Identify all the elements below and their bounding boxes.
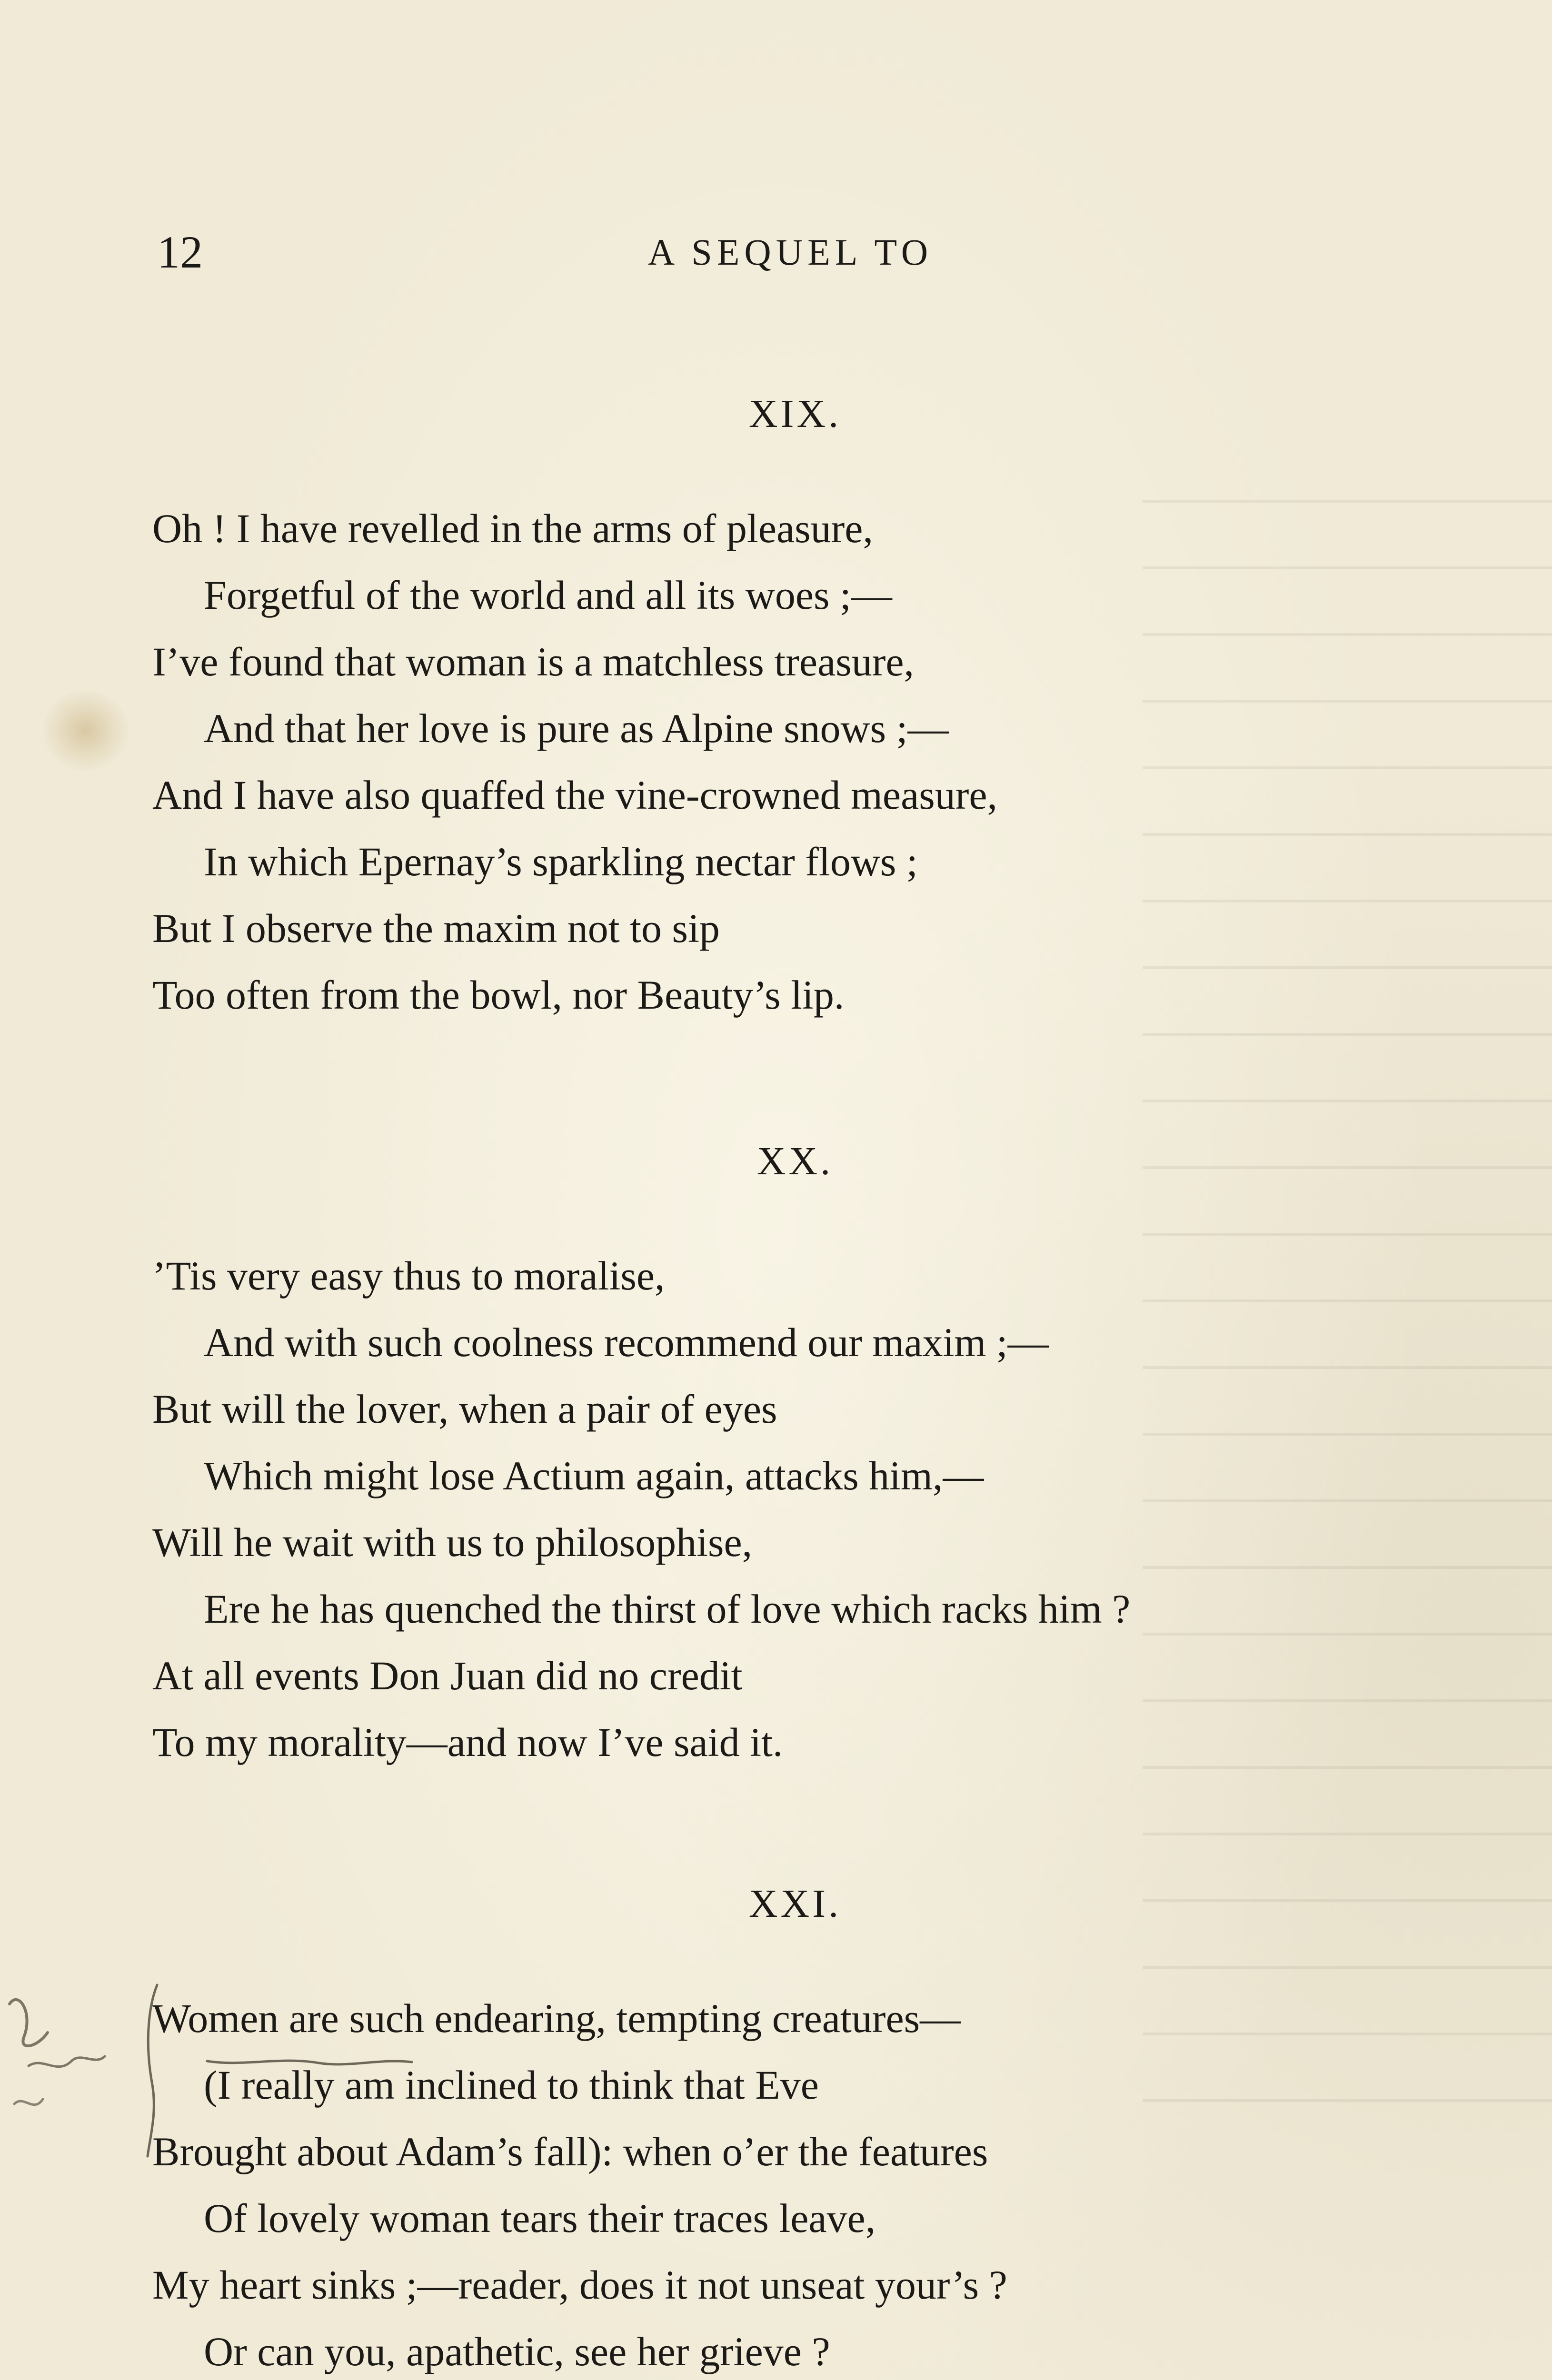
pencil-underline: [205, 2052, 414, 2071]
verse-line: Ere he has quenched the thirst of love which racks him ?: [204, 1586, 1131, 1632]
verse-line: Or can you, apathetic, see her grieve ?: [204, 2329, 830, 2374]
pencil-bracket: [138, 1980, 167, 2161]
verse-line: But I observe the maxim not to sip: [152, 905, 720, 951]
stanza-number: XX.: [756, 1139, 834, 1183]
stanza-xxi: [152, 1875, 1438, 2380]
verse-line: I’ve found that woman is a matchless treasure,: [152, 639, 915, 684]
pencil-marginalia: [0, 1985, 148, 2175]
page-number: 12: [157, 227, 203, 278]
verse-line: But will the lover, when a pair of eyes: [152, 1386, 777, 1432]
verse-line: (I really am inclined to think that Eve: [204, 2062, 819, 2108]
verse-line: To my morality—and now I’ve said it.: [152, 1719, 783, 1765]
verse-line: And that her love is pure as Alpine snows ;—: [204, 705, 949, 751]
verse-line: Of lovely woman tears their traces leave,: [204, 2195, 876, 2241]
stanza-number: XIX.: [748, 392, 842, 436]
verse-line: My heart sinks ;—reader, does it not unseat your’s ?: [152, 2262, 1007, 2308]
verse-line: Too often from the bowl, nor Beauty’s lip.: [152, 972, 845, 1018]
verse-line: And with such coolness recommend our maxim ;—: [204, 1319, 1049, 1365]
stanza-lines: [152, 1985, 1438, 2380]
verse-line: Women are such endearing, tempting creatures—: [152, 1995, 961, 2041]
verse-line: ’Tis very easy thus to moralise,: [152, 1253, 665, 1299]
stanza-lines: [152, 1242, 1438, 1775]
verse-line: And I have also quaffed the vine-crowned measure,: [152, 772, 998, 818]
verse-line: In which Epernay’s sparkling nectar flows ;: [204, 839, 918, 884]
stanza-xix: [152, 386, 1438, 1052]
verse-line: Brought about Adam’s fall): when o’er the features: [152, 2129, 988, 2174]
running-head: A SEQUEL TO: [647, 231, 933, 273]
verse-line: Forgetful of the world and all its woes ;—: [204, 572, 892, 618]
verse-line: Oh ! I have revelled in the arms of pleasure,: [152, 506, 873, 551]
stanza-number: XXI.: [748, 1882, 842, 1926]
page-header: [152, 224, 1428, 281]
verse-line: Which might lose Actium again, attacks him,—: [204, 1453, 984, 1498]
stanza-xx: [152, 1133, 1438, 1799]
verse-line: At all events Don Juan did no credit: [152, 1653, 743, 1698]
verse-line: Will he wait with us to philosophise,: [152, 1519, 753, 1565]
stanza-lines: [152, 495, 1438, 1028]
foxing-stain: [43, 690, 129, 771]
